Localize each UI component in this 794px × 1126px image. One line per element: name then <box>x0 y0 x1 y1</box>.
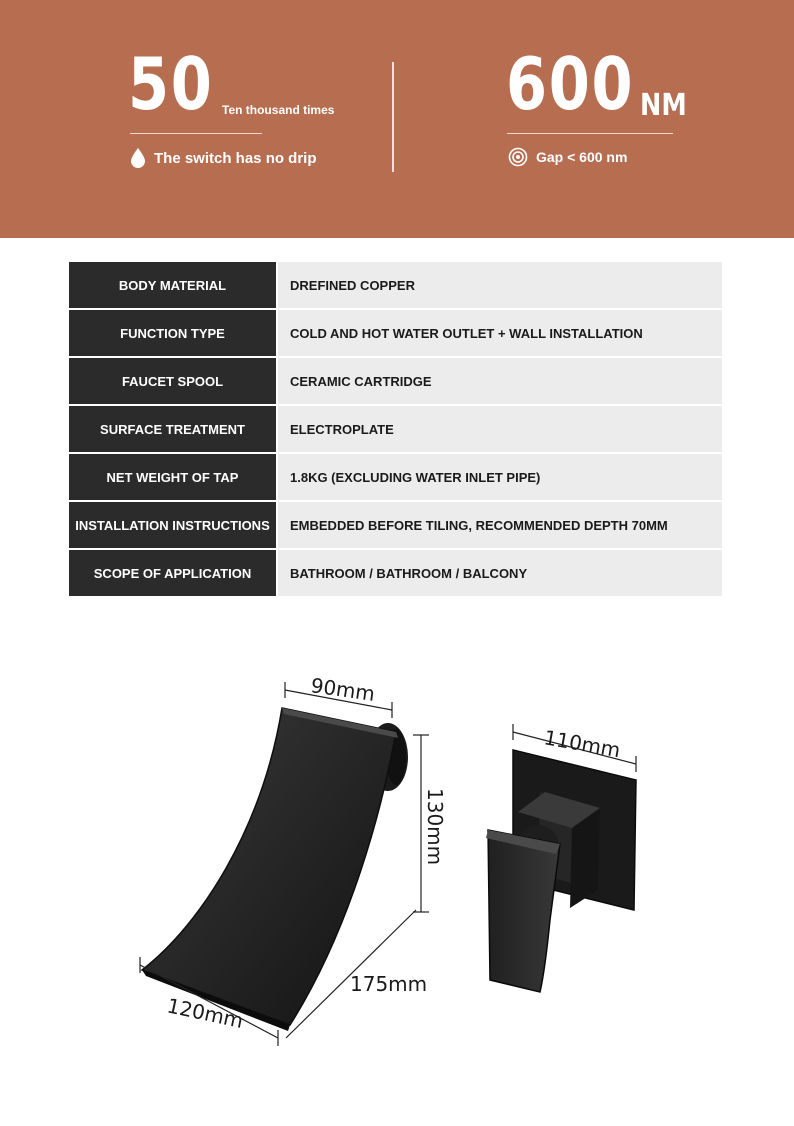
spout-depth-label: 175mm <box>350 972 428 996</box>
divider-line-left <box>130 133 262 134</box>
spec-label: FAUCET SPOOL <box>69 358 276 404</box>
spec-label: BODY MATERIAL <box>69 262 276 308</box>
target-icon <box>508 147 528 167</box>
plate-width-label: 110mm <box>542 725 623 763</box>
durability-number: 50 <box>128 42 214 126</box>
spec-value: ELECTROPLATE <box>278 406 722 452</box>
spec-table <box>69 262 722 598</box>
durability-caption: Ten thousand times <box>222 103 335 117</box>
spec-label: INSTALLATION INSTRUCTIONS <box>69 502 276 548</box>
mixer-valve-handle <box>486 750 636 992</box>
divider-line-right <box>507 133 673 134</box>
spec-row <box>69 406 722 452</box>
spec-label: FUNCTION TYPE <box>69 310 276 356</box>
banner-divider <box>392 62 394 172</box>
spec-label: SURFACE TREATMENT <box>69 406 276 452</box>
spec-value: CERAMIC CARTRIDGE <box>278 358 722 404</box>
gap-feature <box>508 147 627 167</box>
spout-width-label: 90mm <box>309 673 377 706</box>
spec-label: SCOPE OF APPLICATION <box>69 550 276 596</box>
spout-height-label: 130mm <box>423 788 447 866</box>
product-dimension-drawing <box>0 640 794 1080</box>
feature-banner <box>0 0 794 238</box>
spec-row <box>69 262 722 308</box>
spec-row <box>69 502 722 548</box>
spec-row <box>69 358 722 404</box>
spec-value: DREFINED COPPER <box>278 262 722 308</box>
water-drop-icon <box>130 147 146 169</box>
spec-value: COLD AND HOT WATER OUTLET + WALL INSTALLATION <box>278 310 722 356</box>
spout-length-label: 120mm <box>164 993 246 1033</box>
spec-value: 1.8KG (EXCLUDING WATER INLET PIPE) <box>278 454 722 500</box>
gap-number: 600 <box>506 42 635 126</box>
spec-value: BATHROOM / BATHROOM / BALCONY <box>278 550 722 596</box>
spec-value: EMBEDDED BEFORE TILING, RECOMMENDED DEPTH 70MM <box>278 502 722 548</box>
gap-text: Gap < 600 nm <box>536 149 628 165</box>
spec-label: NET WEIGHT OF TAP <box>69 454 276 500</box>
no-drip-feature <box>130 147 317 169</box>
gap-unit: NM <box>640 88 687 123</box>
spec-row <box>69 454 722 500</box>
no-drip-text: The switch has no drip <box>154 149 317 167</box>
spec-row <box>69 310 722 356</box>
spec-row <box>69 550 722 596</box>
